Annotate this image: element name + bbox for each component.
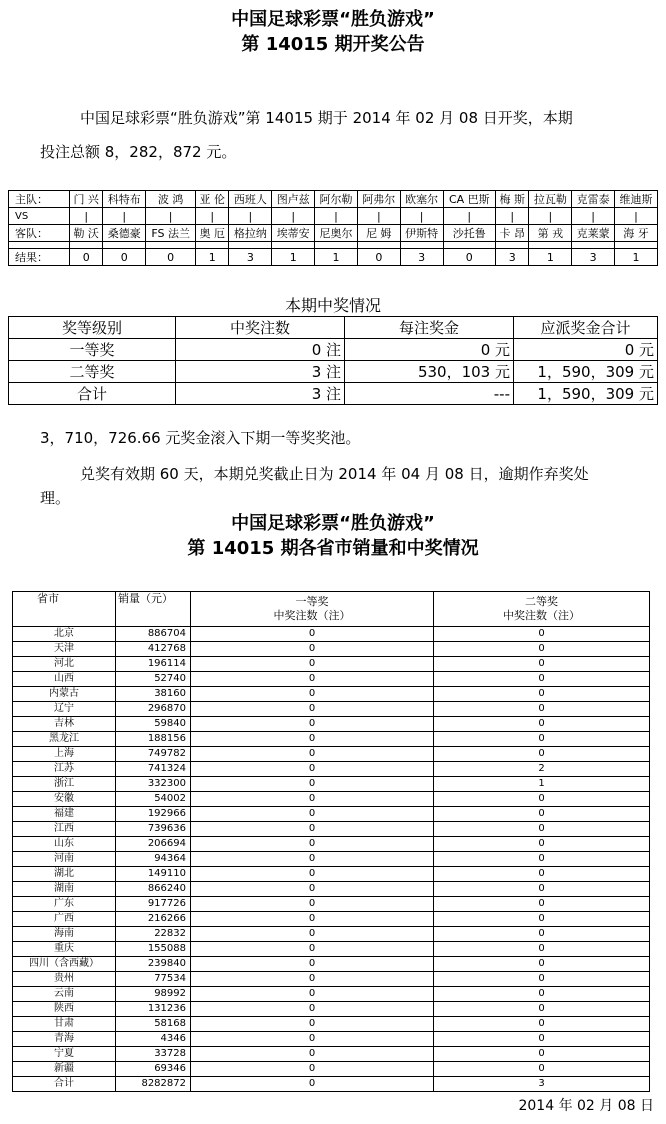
first-prize-count: 0 [191, 972, 434, 987]
province-name: 安徽 [13, 792, 116, 807]
province-row [13, 717, 650, 732]
home-team: 维迪斯 [615, 191, 658, 208]
separator-cell [9, 242, 70, 249]
province-name: 青海 [13, 1032, 116, 1047]
match-result: 1 [272, 249, 315, 266]
separator-cell [272, 242, 315, 249]
province-row [13, 672, 650, 687]
province-sales: 77534 [116, 972, 191, 987]
match-result: 3 [400, 249, 443, 266]
province-sales: 155088 [116, 942, 191, 957]
province-sales: 917726 [116, 897, 191, 912]
prize-header: 奖等级别 [9, 317, 176, 339]
separator-cell [443, 242, 496, 249]
away-team: 克莱蒙 [572, 225, 615, 242]
province-sales: 58168 [116, 1017, 191, 1032]
province-sales: 296870 [116, 702, 191, 717]
first-prize-count: 0 [191, 657, 434, 672]
province-sales: 188156 [116, 732, 191, 747]
province-sales: 4346 [116, 1032, 191, 1047]
home-team: 欧塞尔 [400, 191, 443, 208]
second-prize-count: 0 [434, 927, 650, 942]
province-name: 重庆 [13, 942, 116, 957]
first-prize-count: 0 [191, 702, 434, 717]
province-name: 黑龙江 [13, 732, 116, 747]
province-sales: 38160 [116, 687, 191, 702]
vs-mark: | [196, 208, 229, 225]
vs-mark: | [272, 208, 315, 225]
first-prize-count: 0 [191, 897, 434, 912]
second-prize-count: 0 [434, 717, 650, 732]
second-prize-count: 0 [434, 882, 650, 897]
first-prize-count: 0 [191, 1077, 434, 1092]
province-sales: 59840 [116, 717, 191, 732]
province-row [13, 1017, 650, 1032]
province-sales: 8282872 [116, 1077, 191, 1092]
prize-cell: 0 元 [514, 339, 658, 361]
second-prize-count: 0 [434, 747, 650, 762]
first-prize-count: 0 [191, 822, 434, 837]
province-row [13, 882, 650, 897]
province-name: 河南 [13, 852, 116, 867]
first-prize-count: 0 [191, 1062, 434, 1077]
province-row [13, 702, 650, 717]
second-prize-count: 0 [434, 642, 650, 657]
first-prize-count: 0 [191, 747, 434, 762]
away-team: 卡 昂 [496, 225, 529, 242]
rollover-text: 3，710，726.66 元奖金滚入下期一等奖奖池。 [40, 429, 361, 447]
province-row [13, 912, 650, 927]
intro-line-1: 中国足球彩票“胜负游戏”第 14015 期于 2014 年 02 月 08 日开奖，本期 [80, 109, 573, 127]
second-prize-count: 0 [434, 792, 650, 807]
second-prize-count: 0 [434, 1032, 650, 1047]
first-prize-count: 0 [191, 852, 434, 867]
vs-mark: | [443, 208, 496, 225]
province-name: 河北 [13, 657, 116, 672]
second-prize-count: 0 [434, 942, 650, 957]
away-team: 桑德豪 [103, 225, 146, 242]
province-row [13, 942, 650, 957]
province-name: 内蒙古 [13, 687, 116, 702]
province-sales: 332300 [116, 777, 191, 792]
away-team: 埃蒂安 [272, 225, 315, 242]
prize-cell: 一等奖 [9, 339, 176, 361]
home-team: 阿尔勒 [315, 191, 358, 208]
province-sales: 192966 [116, 807, 191, 822]
second-prize-count: 0 [434, 867, 650, 882]
match-result: 3 [496, 249, 529, 266]
first-prize-count: 0 [191, 882, 434, 897]
second-prize-count: 0 [434, 732, 650, 747]
province-name: 新疆 [13, 1062, 116, 1077]
province-title: 中国足球彩票“胜负游戏” [231, 513, 435, 534]
prize-cell: 合计 [9, 383, 176, 405]
province-sales: 22832 [116, 927, 191, 942]
home-team: 图卢兹 [272, 191, 315, 208]
first-prize-count: 0 [191, 777, 434, 792]
province-row [13, 747, 650, 762]
province-sales: 866240 [116, 882, 191, 897]
province-row [13, 792, 650, 807]
first-prize-count: 0 [191, 792, 434, 807]
first-prize-count: 0 [191, 672, 434, 687]
home-team: 西班人 [229, 191, 272, 208]
separator-cell [196, 242, 229, 249]
header-sales: 销量（元） [116, 592, 191, 627]
prize-header: 每注奖金 [345, 317, 514, 339]
vs-mark: | [529, 208, 572, 225]
away-team: 第 戎 [529, 225, 572, 242]
province-sales: 69346 [116, 1062, 191, 1077]
first-prize-count: 0 [191, 717, 434, 732]
prize-row [9, 339, 658, 361]
province-sales: 741324 [116, 762, 191, 777]
second-prize-count: 0 [434, 672, 650, 687]
province-row [13, 1002, 650, 1017]
second-prize-count: 0 [434, 687, 650, 702]
province-name: 宁夏 [13, 1047, 116, 1062]
match-result: 3 [572, 249, 615, 266]
page-subtitle: 第 14015 期开奖公告 [241, 34, 425, 55]
province-name: 天津 [13, 642, 116, 657]
province-name: 四川（含西藏） [13, 957, 116, 972]
first-prize-label: 一等奖 [295, 595, 329, 608]
second-prize-count: 0 [434, 1017, 650, 1032]
vs-mark: | [70, 208, 103, 225]
match-result: 1 [529, 249, 572, 266]
province-name: 湖南 [13, 882, 116, 897]
vs-mark: | [400, 208, 443, 225]
first-prize-count: 0 [191, 837, 434, 852]
separator-cell [572, 242, 615, 249]
first-prize-count: 0 [191, 1032, 434, 1047]
province-row [13, 687, 650, 702]
province-row [13, 957, 650, 972]
first-prize-count: 0 [191, 807, 434, 822]
province-sales: 33728 [116, 1047, 191, 1062]
second-prize-count: 0 [434, 702, 650, 717]
province-sales: 149110 [116, 867, 191, 882]
first-prize-count: 0 [191, 627, 434, 642]
second-prize-count: 0 [434, 1062, 650, 1077]
separator-cell [146, 242, 196, 249]
province-sales: 196114 [116, 657, 191, 672]
second-prize-count: 0 [434, 837, 650, 852]
province-row [13, 1077, 650, 1092]
first-prize-count: 0 [191, 957, 434, 972]
away-team: 勒 沃 [70, 225, 103, 242]
second-prize-count: 0 [434, 1002, 650, 1017]
first-prize-count: 0 [191, 1017, 434, 1032]
prize-table [8, 316, 658, 405]
prize-cell: 0 注 [176, 339, 345, 361]
province-row [13, 657, 650, 672]
province-row [13, 927, 650, 942]
province-sales: 749782 [116, 747, 191, 762]
province-name: 浙江 [13, 777, 116, 792]
page-title: 中国足球彩票“胜负游戏” [231, 9, 435, 30]
first-prize-count-label: 中奖注数（注） [273, 609, 351, 622]
prize-row [9, 383, 658, 405]
province-row [13, 642, 650, 657]
province-name: 湖北 [13, 867, 116, 882]
province-name: 山西 [13, 672, 116, 687]
second-prize-label: 二等奖 [525, 595, 558, 608]
prize-row [9, 361, 658, 383]
separator-cell [103, 242, 146, 249]
home-team: 亚 伦 [196, 191, 229, 208]
separator-cell [357, 242, 400, 249]
redeem-line-2: 理。 [40, 489, 71, 507]
second-prize-count: 0 [434, 807, 650, 822]
home-team: 阿弗尔 [357, 191, 400, 208]
first-prize-count: 0 [191, 732, 434, 747]
first-prize-count: 0 [191, 942, 434, 957]
home-team: 科特布 [103, 191, 146, 208]
header-first-prize [191, 592, 434, 627]
province-row [13, 732, 650, 747]
second-prize-count: 2 [434, 762, 650, 777]
result-label: 结果： [9, 249, 70, 266]
second-prize-count: 0 [434, 657, 650, 672]
prize-section-title: 本期中奖情况 [284, 296, 381, 315]
vs-mark: | [315, 208, 358, 225]
vs-mark: | [496, 208, 529, 225]
province-table [12, 591, 650, 1092]
home-team: 拉瓦勒 [529, 191, 572, 208]
second-prize-count: 0 [434, 987, 650, 1002]
prize-cell: 1，590，309 元 [514, 383, 658, 405]
province-sales: 216266 [116, 912, 191, 927]
away-team: 伊斯特 [400, 225, 443, 242]
header-second-prize [434, 592, 650, 627]
separator-cell [229, 242, 272, 249]
province-sales: 239840 [116, 957, 191, 972]
second-prize-count: 0 [434, 627, 650, 642]
vs-mark: | [103, 208, 146, 225]
second-prize-count: 0 [434, 1047, 650, 1062]
province-name: 广西 [13, 912, 116, 927]
separator-cell [315, 242, 358, 249]
separator-cell [529, 242, 572, 249]
away-label: 客队： [9, 225, 70, 242]
province-sales: 739636 [116, 822, 191, 837]
province-name: 江西 [13, 822, 116, 837]
prize-cell: 3 注 [176, 361, 345, 383]
prize-cell: 二等奖 [9, 361, 176, 383]
match-result: 1 [315, 249, 358, 266]
footer-date: 2014 年 02 月 08 日 [518, 1098, 654, 1114]
province-row [13, 762, 650, 777]
second-prize-count: 0 [434, 852, 650, 867]
home-team: 梅 斯 [496, 191, 529, 208]
province-name: 辽宁 [13, 702, 116, 717]
prize-header: 中奖注数 [176, 317, 345, 339]
away-team: 海 牙 [615, 225, 658, 242]
separator-cell [615, 242, 658, 249]
province-name: 广东 [13, 897, 116, 912]
prize-cell: 0 元 [345, 339, 514, 361]
province-sales: 52740 [116, 672, 191, 687]
match-result: 0 [443, 249, 496, 266]
second-prize-count: 0 [434, 912, 650, 927]
province-sales: 412768 [116, 642, 191, 657]
vs-mark: | [229, 208, 272, 225]
province-row [13, 822, 650, 837]
province-name: 甘肃 [13, 1017, 116, 1032]
province-name: 上海 [13, 747, 116, 762]
first-prize-count: 0 [191, 867, 434, 882]
province-row [13, 837, 650, 852]
vs-mark: | [572, 208, 615, 225]
province-row [13, 627, 650, 642]
first-prize-count: 0 [191, 1002, 434, 1017]
away-team: 奥 厄 [196, 225, 229, 242]
province-name: 陕西 [13, 1002, 116, 1017]
prize-cell: --- [345, 383, 514, 405]
home-team: CA 巴斯 [443, 191, 496, 208]
province-name: 北京 [13, 627, 116, 642]
vs-mark: | [146, 208, 196, 225]
province-row [13, 1062, 650, 1077]
second-prize-count: 0 [434, 822, 650, 837]
province-row [13, 972, 650, 987]
province-row [13, 852, 650, 867]
prize-cell: 1，590，309 元 [514, 361, 658, 383]
province-name: 江苏 [13, 762, 116, 777]
province-name: 吉林 [13, 717, 116, 732]
first-prize-count: 0 [191, 642, 434, 657]
prize-cell: 530，103 元 [345, 361, 514, 383]
header-province: 省市 [13, 592, 116, 627]
separator-cell [496, 242, 529, 249]
vs-label: VS [9, 208, 70, 225]
vs-mark: | [357, 208, 400, 225]
province-row [13, 897, 650, 912]
first-prize-count: 0 [191, 687, 434, 702]
away-team: FS 法兰 [146, 225, 196, 242]
province-sales: 886704 [116, 627, 191, 642]
province-row [13, 1047, 650, 1062]
second-prize-count: 0 [434, 897, 650, 912]
home-label: 主队： [9, 191, 70, 208]
match-result-table [8, 190, 658, 266]
second-prize-count-label: 中奖注数（注） [503, 609, 580, 622]
province-row [13, 987, 650, 1002]
first-prize-count: 0 [191, 927, 434, 942]
away-team: 尼奥尔 [315, 225, 358, 242]
first-prize-count: 0 [191, 1047, 434, 1062]
province-subtitle: 第 14015 期各省市销量和中奖情况 [187, 538, 479, 559]
prize-header: 应派奖金合计 [514, 317, 658, 339]
away-team: 沙托鲁 [443, 225, 496, 242]
province-name: 山东 [13, 837, 116, 852]
province-name: 云南 [13, 987, 116, 1002]
province-sales: 94364 [116, 852, 191, 867]
away-team: 格拉纳 [229, 225, 272, 242]
second-prize-count: 0 [434, 972, 650, 987]
first-prize-count: 0 [191, 762, 434, 777]
separator-cell [400, 242, 443, 249]
first-prize-count: 0 [191, 987, 434, 1002]
home-team: 波 鸿 [146, 191, 196, 208]
second-prize-count: 1 [434, 777, 650, 792]
separator-cell [70, 242, 103, 249]
province-row [13, 777, 650, 792]
first-prize-count: 0 [191, 912, 434, 927]
intro-line-2: 投注总额 8，282，872 元。 [40, 143, 237, 161]
home-team: 门 兴 [70, 191, 103, 208]
match-result: 3 [229, 249, 272, 266]
province-row [13, 1032, 650, 1047]
province-sales: 54002 [116, 792, 191, 807]
province-name: 贵州 [13, 972, 116, 987]
vs-mark: | [615, 208, 658, 225]
province-sales: 206694 [116, 837, 191, 852]
match-result: 0 [357, 249, 400, 266]
prize-cell: 3 注 [176, 383, 345, 405]
home-team: 克雷泰 [572, 191, 615, 208]
province-row [13, 807, 650, 822]
match-result: 1 [615, 249, 658, 266]
match-result: 1 [196, 249, 229, 266]
province-sales: 131236 [116, 1002, 191, 1017]
match-result: 0 [146, 249, 196, 266]
match-result: 0 [70, 249, 103, 266]
province-row [13, 867, 650, 882]
away-team: 尼 姆 [357, 225, 400, 242]
province-sales: 98992 [116, 987, 191, 1002]
second-prize-count: 3 [434, 1077, 650, 1092]
second-prize-count: 0 [434, 957, 650, 972]
match-result: 0 [103, 249, 146, 266]
province-name: 合计 [13, 1077, 116, 1092]
province-name: 海南 [13, 927, 116, 942]
redeem-line-1: 兑奖有效期 60 天，本期兑奖截止日为 2014 年 04 月 08 日，逾期作弃奖处 [80, 465, 589, 483]
province-name: 福建 [13, 807, 116, 822]
